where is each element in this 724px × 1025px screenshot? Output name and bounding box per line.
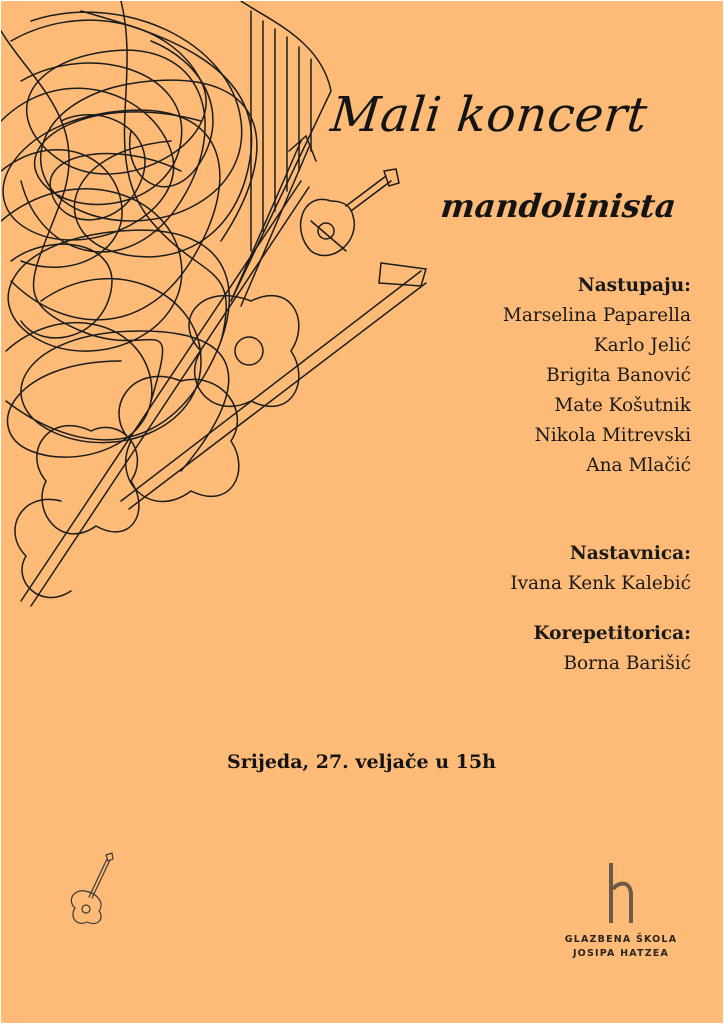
concert-date: Srijeda, 27. veljače u 15h [227, 751, 496, 773]
performers-section [503, 271, 691, 481]
accompanist-heading: Korepetitorica: [533, 623, 691, 644]
teacher-heading: Nastavnica: [569, 543, 691, 564]
accompanist-section [533, 619, 691, 679]
concert-poster [1, 1, 723, 1023]
concert-title: Mali koncert [328, 87, 651, 143]
teacher-name: Ivana Kenk Kalebić [510, 573, 691, 594]
guitar-icon [63, 851, 123, 931]
school-name-line-2: JOSIPA HATZEA [572, 948, 670, 959]
performer-name: Brigita Banović [546, 365, 691, 386]
performer-name: Karlo Jelić [593, 335, 691, 356]
accompanist-name: Borna Barišić [563, 653, 691, 674]
school-logo [561, 859, 681, 961]
performer-name: Mate Košutnik [554, 395, 691, 416]
performer-name: Nikola Mitrevski [534, 425, 691, 446]
performer-name: Ana Mlačić [586, 455, 691, 476]
concert-subtitle: mandolinista [439, 187, 678, 225]
performers-heading: Nastupaju: [577, 275, 691, 296]
school-name-line-1: GLAZBENA ŠKOLA [564, 934, 678, 945]
performer-name: Marselina Paparella [502, 305, 691, 326]
school-logo-mark [601, 859, 641, 929]
teacher-section [510, 539, 691, 599]
